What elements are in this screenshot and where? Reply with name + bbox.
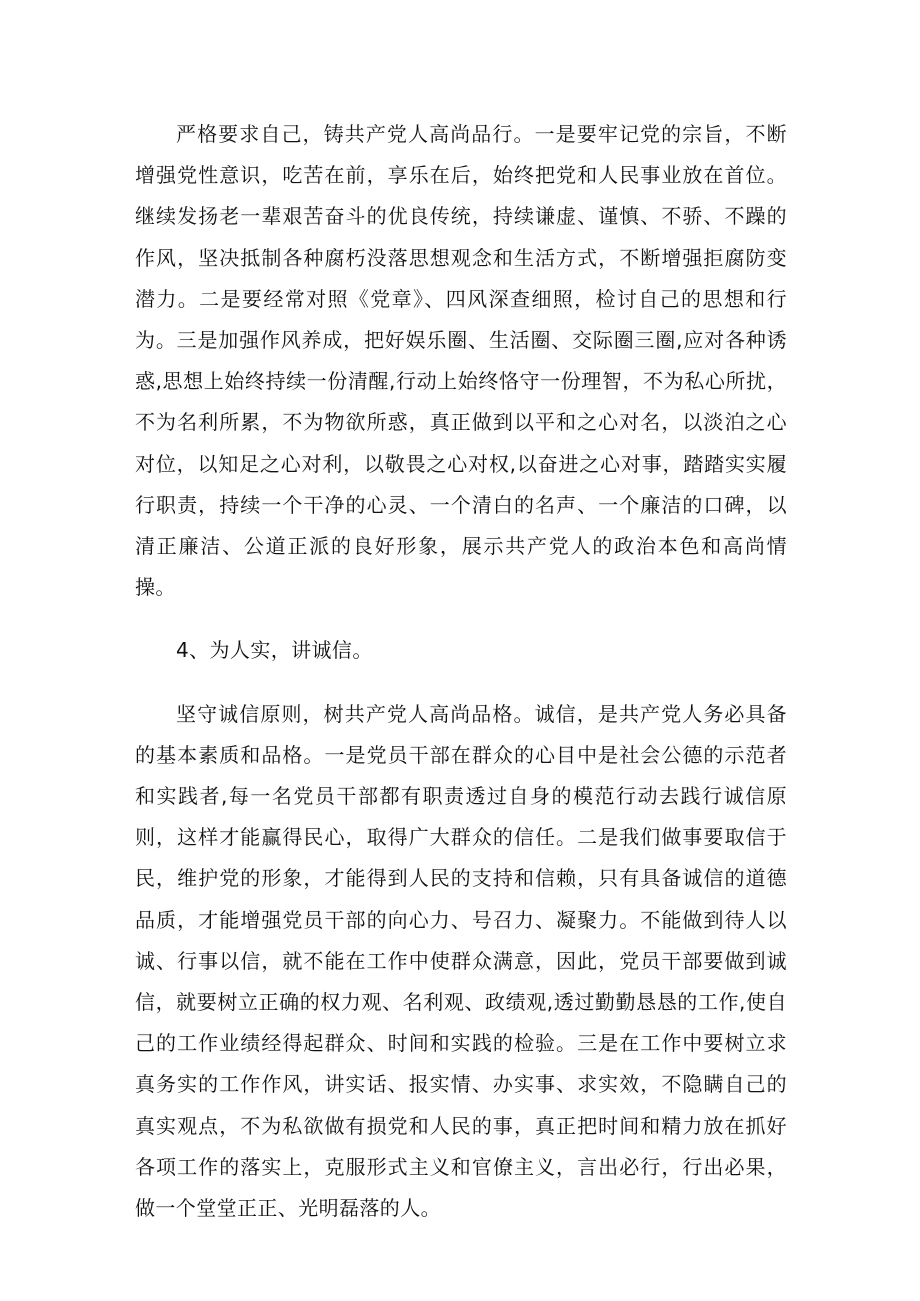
section-heading-integrity: 4、为人实，讲诚信。 (176, 638, 373, 663)
paragraph-integrity: 坚守诚信原则，树共产党人高尚品格。诚信，是共产党人务必具备的基本素质和品格。一是党员干部在群众的心目中是社会公德的示范者和实践者,每一名党员干部都有职责透过自身的模范行动去践行诚信原则，这样才能赢得民心，取得广大群众的信任。二是我们做事要取信于民，维护党的形象，才能得到人民的支持和信赖，只有具备诚信的道德品质，才能增强党员干部的向心力、号召力、凝聚力。不能做到待人以诚、行事以信，就不能在工作中使群众满意，因此，党员干部要做到诚信，就要树立正确的权力观、名利观、政绩观,透过勤勤恳恳的工作,使自己的工作业绩经得起群众、时间和实践的检验。三是在工作中要树立求真务实的工作作风，讲实话、报实情、办实事、求实效，不隐瞒自己的真实观点，不为私欲做有损党和人民的事，真正把时间和精力放在抓好各项工作的落实上，克服形式主义和官僚主义，言出必行，行出必果，做一个堂堂正正、光明磊落的人。 (135, 701, 787, 1221)
document-body (135, 114, 787, 1229)
paragraph-self-discipline: 严格要求自己，铸共产党人高尚品行。一是要牢记党的宗旨，不断增强党性意识，吃苦在前，享乐在后，始终把党和人民事业放在首位。继续发扬老一辈艰苦奋斗的优良传统，持续谦虚、谨慎、不骄、不躁的作风，坚决抵制各种腐朽没落思想观念和生活方式，不断增强拒腐防变潜力。二是要经常对照《党章》、四风深查细照，检讨自己的思想和行为。三是加强作风养成，把好娱乐圈、生活圈、交际圈三圈,应对各种诱惑,思想上始终持续一份清醒,行动上始终恪守一份理智，不为私心所扰，不为名利所累，不为物欲所惑，真正做到以平和之心对名，以淡泊之心对位，以知足之心对利，以敬畏之心对权,以奋进之心对事，踏踏实实履行职责，持续一个干净的心灵、一个清白的名声、一个廉洁的口碑，以清正廉洁、公道正派的良好形象，展示共产党人的政治本色和高尚情操。 (135, 122, 787, 600)
